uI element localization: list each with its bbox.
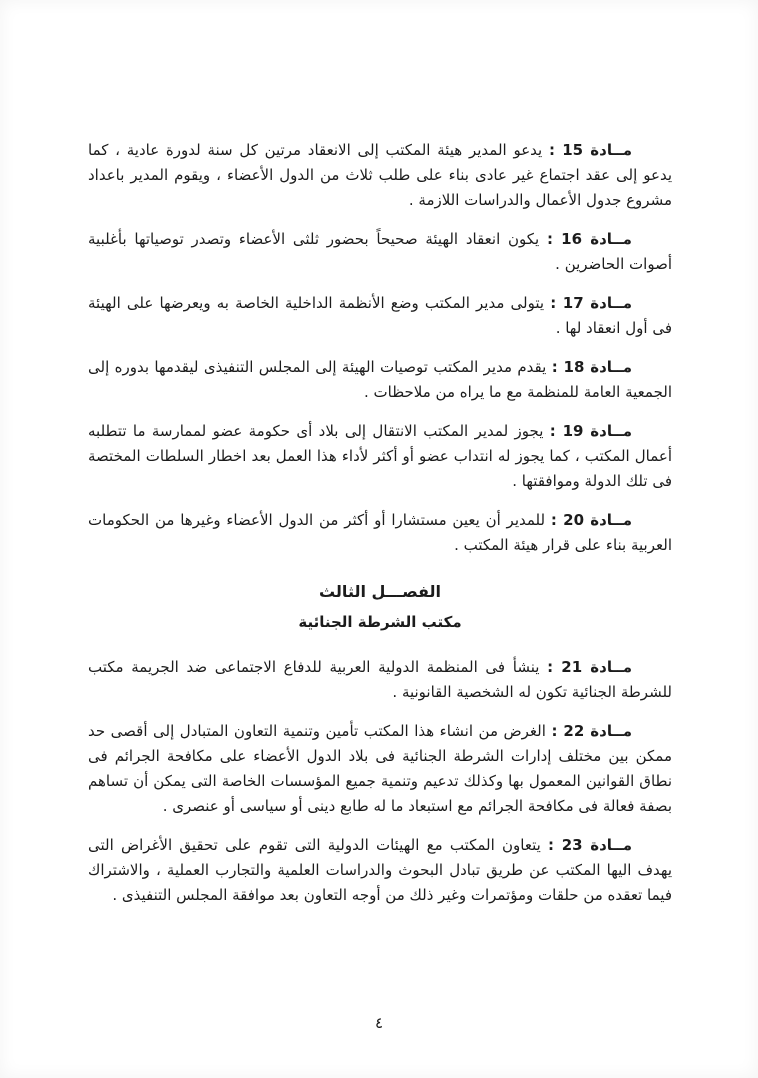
chapter-subtitle: مكتب الشرطة الجنائية <box>298 613 462 631</box>
article-number: مــادة 20 : <box>550 511 632 529</box>
article-17 <box>88 291 672 341</box>
article-text: يدعو المدير هيئة المكتب إلى الانعقاد مرتين كل سنة لدورة عادية ، كما يدعو إلى عقد اجتماع غير عادى بناء على طلب ثلاث من الدول الأعضاء ، ويقوم المدير باعداد مشروع جدول الأعمال والدراسات اللازمة . <box>88 141 672 209</box>
article-18 <box>88 355 672 405</box>
article-text: يتعاون المكتب مع الهيئات الدولية التى تقوم على تحقيق الأغراض التى يهدف اليها المكتب عن طريق تبادل البحوث والدراسات العلمية والتجارب العملية ، والاشتراك فيما تعقده من حلقات ومؤتمرات وغير ذلك من أوجه التعاون بعد موافقة المجلس التنفيذى . <box>88 836 672 904</box>
article-text: يكون انعقاد الهيئة صحيحاً بحضور ثلثى الأعضاء وتصدر توصياتها بأغلبية أصوات الحاضرين . <box>88 230 672 273</box>
article-number: مــادة 22 : <box>551 722 632 740</box>
article-number: مــادة 18 : <box>551 358 632 376</box>
article-text: يتولى مدير المكتب وضع الأنظمة الداخلية الخاصة به ويعرضها على الهيئة فى أول انعقاد لها . <box>88 294 672 337</box>
article-text: يقدم مدير المكتب توصيات الهيئة إلى المجلس التنفيذى ليقدمها بدوره إلى الجمعية العامة للمنظمة مع ما يراه من ملاحظات . <box>88 358 672 401</box>
article-number: مــادة 15 : <box>548 141 632 159</box>
article-text: ينشأ فى المنظمة الدولية العربية للدفاع الاجتماعى ضد الجريمة مكتب للشرطة الجنائية تكون له الشخصية القانونية . <box>88 658 672 701</box>
article-19 <box>88 419 672 494</box>
article-number: مــادة 16 : <box>546 230 632 248</box>
article-23 <box>88 833 672 908</box>
article-22 <box>88 719 672 819</box>
article-20 <box>88 508 672 558</box>
article-16 <box>88 227 672 277</box>
article-number: مــادة 23 : <box>548 836 632 854</box>
article-text: الغرض من انشاء هذا المكتب تأمين وتنمية التعاون المتبادل إلى أقصى حد ممكن بين مختلف إدارات الشرطة الجنائية فى بلاد الدول الأعضاء على مكافحة الجرائم فى نطاق القوانين المعمول بها وكذلك تدعيم وتنمية جميع المؤسسات الخاصة التى يمكن أن تساهم بصفة فعالة فى مكافحة الجرائم مع استبعاد ما له طابع دينى أو سياسى أو عنصرى . <box>88 722 672 815</box>
article-text: يجوز لمدير المكتب الانتقال إلى بلاد أى حكومة عضو لممارسة ما تتطلبه أعمال المكتب ، كما يجوز له انتداب عضو أو أكثر لأداء هذا العمل بعد اخطار السلطات المختصة فى تلك الدولة وموافقتها . <box>88 422 672 490</box>
document-content <box>88 138 672 922</box>
article-15 <box>88 138 672 213</box>
article-text: للمدير أن يعين مستشارا أو أكثر من الدول الأعضاء وغيرها من الحكومات العربية بناء على قرار هيئة المكتب . <box>88 511 672 554</box>
chapter-title: الفصـــل الثالث <box>318 582 441 601</box>
article-21 <box>88 655 672 705</box>
article-number: مــادة 19 : <box>549 422 632 440</box>
article-number: مــادة 21 : <box>547 658 632 676</box>
page-number: ٤ <box>374 1014 384 1032</box>
article-number: مــادة 17 : <box>550 294 632 312</box>
